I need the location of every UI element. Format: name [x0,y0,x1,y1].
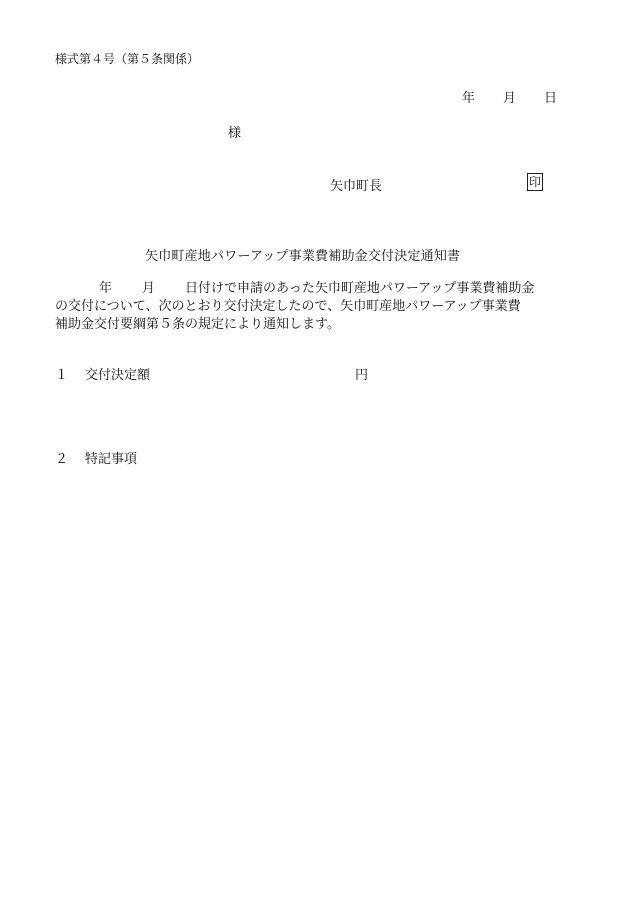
body-line-2: の交付について、次のとおり交付決定したので、矢巾町産地パワーアップ事業費 [55,299,521,314]
date-year: 年 [462,91,476,106]
item-number: １ [55,368,69,383]
item-special-notes [55,448,137,467]
body-line-1-rest: 日付けで申請のあった矢巾町産地パワーアップ事業費補助金 [185,281,535,296]
date-month: 月 [503,91,517,106]
item-number: ２ [55,452,69,467]
body-month: 月 [142,281,156,296]
addressee-suffix: 様 [228,126,242,141]
seal-mark: 印 [529,175,542,189]
body-line-3: 補助金交付要綱第５条の規定により通知します。 [55,317,340,332]
item-label: 交付決定額 [85,368,151,383]
body-text [55,280,575,334]
date-day: 日 [544,91,558,106]
body-year: 年 [99,281,113,296]
date-row [462,87,557,106]
document-title: 矢巾町産地パワーアップ事業費補助金交付決定通知書 [145,249,461,264]
form-number: 様式第４号（第５条関係） [55,52,200,66]
body-line-1 [55,280,575,298]
issuer-name: 矢巾町長 [330,179,383,194]
item-grant-amount-unit: 円 [355,368,369,383]
item-grant-amount [55,364,150,383]
item-label: 特記事項 [85,452,138,467]
